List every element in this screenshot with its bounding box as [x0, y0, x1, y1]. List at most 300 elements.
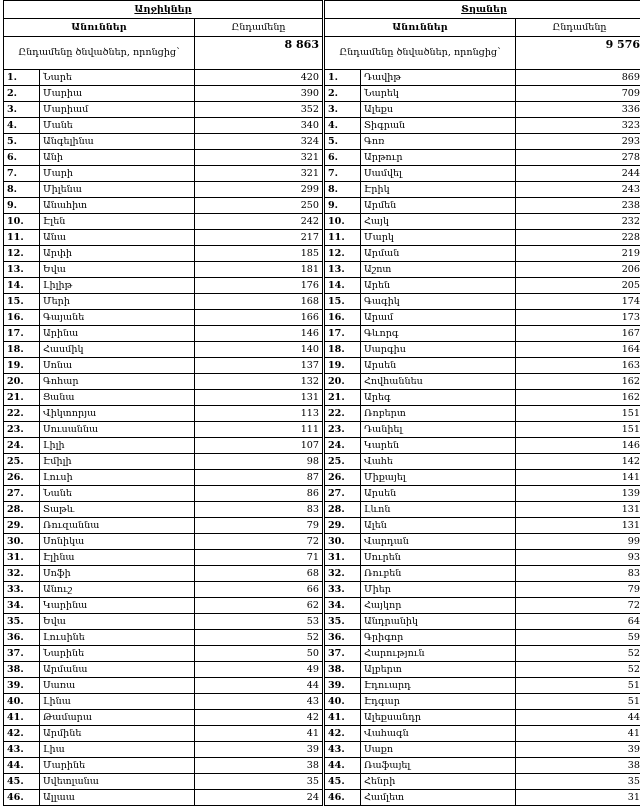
right-rank: 25. [325, 454, 361, 470]
left-count: 62 [195, 598, 323, 614]
right-count: 131 [516, 502, 640, 518]
left-count: 66 [195, 582, 323, 598]
left-name: Սառա [40, 678, 195, 694]
left-rank: 41. [4, 710, 40, 726]
right-name: Աշոտ [361, 262, 516, 278]
right-name: Դավիթ [361, 70, 516, 86]
table-row [4, 310, 640, 326]
right-rank: 30. [325, 534, 361, 550]
right-name: Մարկ [361, 230, 516, 246]
right-name: Էրիկ [361, 182, 516, 198]
left-rank: 18. [4, 342, 40, 358]
table-row [4, 726, 640, 742]
left-rank: 15. [4, 294, 40, 310]
left-name: Գոհար [40, 374, 195, 390]
left-name: Էմիլի [40, 454, 195, 470]
right-name: Անդրանիկ [361, 614, 516, 630]
right-name: Արման [361, 246, 516, 262]
right-name: Ալեքս [361, 102, 516, 118]
left-rank: 34. [4, 598, 40, 614]
right-count: 151 [516, 406, 640, 422]
right-count: 164 [516, 342, 640, 358]
right-count: 232 [516, 214, 640, 230]
table-row [4, 582, 640, 598]
left-name: Սոնա [40, 358, 195, 374]
right-rank: 40. [325, 694, 361, 710]
left-rank: 29. [4, 518, 40, 534]
right-rank: 41. [325, 710, 361, 726]
right-count: 244 [516, 166, 640, 182]
left-name: Սոնիկա [40, 534, 195, 550]
table-row [4, 262, 640, 278]
right-rank: 23. [325, 422, 361, 438]
left-count: 52 [195, 630, 323, 646]
right-rank: 5. [325, 134, 361, 150]
left-name: Լուսինե [40, 630, 195, 646]
left-rank: 43. [4, 742, 40, 758]
left-rank: 10. [4, 214, 40, 230]
table-row [4, 326, 640, 342]
left-count: 176 [195, 278, 323, 294]
right-count: 141 [516, 470, 640, 486]
left-count: 113 [195, 406, 323, 422]
left-rank: 9. [4, 198, 40, 214]
left-name: Լիլի [40, 438, 195, 454]
column-header-row [4, 19, 640, 37]
right-names-header: Անուններ [325, 19, 516, 37]
left-count: 324 [195, 134, 323, 150]
right-total-value: 9 576 [516, 37, 640, 70]
right-count: 59 [516, 630, 640, 646]
right-rank: 14. [325, 278, 361, 294]
left-name: Արմինե [40, 726, 195, 742]
left-name: Եվա [40, 262, 195, 278]
right-name: Արսեն [361, 486, 516, 502]
left-name: Ռուզաննա [40, 518, 195, 534]
right-count: 83 [516, 566, 640, 582]
left-count: 83 [195, 502, 323, 518]
left-count: 111 [195, 422, 323, 438]
left-count: 340 [195, 118, 323, 134]
right-name: Գագիկ [361, 294, 516, 310]
right-count: 167 [516, 326, 640, 342]
right-rank: 28. [325, 502, 361, 518]
right-count: 51 [516, 678, 640, 694]
right-rank: 7. [325, 166, 361, 182]
left-name: Հասմիկ [40, 342, 195, 358]
left-rank: 44. [4, 758, 40, 774]
right-count: 38 [516, 758, 640, 774]
right-rank: 4. [325, 118, 361, 134]
right-rank: 27. [325, 486, 361, 502]
left-name: Լիլիթ [40, 278, 195, 294]
right-rank: 31. [325, 550, 361, 566]
right-rank: 17. [325, 326, 361, 342]
right-count: 243 [516, 182, 640, 198]
left-rank: 42. [4, 726, 40, 742]
left-rank: 19. [4, 358, 40, 374]
right-rank: 21. [325, 390, 361, 406]
right-count: 293 [516, 134, 640, 150]
right-name: Համլետ [361, 790, 516, 806]
left-rank: 5. [4, 134, 40, 150]
section-heading-row [4, 1, 640, 19]
right-name: Էդգար [361, 694, 516, 710]
left-rank: 21. [4, 390, 40, 406]
left-rank: 8. [4, 182, 40, 198]
table-row [4, 182, 640, 198]
right-rank: 1. [325, 70, 361, 86]
left-rank: 13. [4, 262, 40, 278]
right-rank: 12. [325, 246, 361, 262]
table-row [4, 422, 640, 438]
left-rank: 12. [4, 246, 40, 262]
right-rank: 22. [325, 406, 361, 422]
left-name: Լիա [40, 742, 195, 758]
right-rank: 38. [325, 662, 361, 678]
left-count: 140 [195, 342, 323, 358]
table-row [4, 150, 640, 166]
right-name: Սամվել [361, 166, 516, 182]
right-rank: 42. [325, 726, 361, 742]
girls-section-heading: Աղջիկներ [4, 1, 323, 19]
table-row [4, 102, 640, 118]
right-count-header: Ընդամենը [516, 19, 640, 37]
left-name: Անգելինա [40, 134, 195, 150]
left-rank: 11. [4, 230, 40, 246]
table-row [4, 566, 640, 582]
right-count: 142 [516, 454, 640, 470]
table-row [4, 662, 640, 678]
left-rank: 16. [4, 310, 40, 326]
right-count: 206 [516, 262, 640, 278]
left-count: 146 [195, 326, 323, 342]
right-rank: 6. [325, 150, 361, 166]
left-rank: 4. [4, 118, 40, 134]
left-rank: 17. [4, 326, 40, 342]
left-rank: 23. [4, 422, 40, 438]
right-count: 51 [516, 694, 640, 710]
boys-section-heading: Տղաներ [325, 1, 640, 19]
right-name: Տիգրան [361, 118, 516, 134]
left-count: 132 [195, 374, 323, 390]
right-rank: 8. [325, 182, 361, 198]
right-name: Միքայել [361, 470, 516, 486]
table-row [4, 534, 640, 550]
left-count: 53 [195, 614, 323, 630]
left-count: 35 [195, 774, 323, 790]
right-count: 278 [516, 150, 640, 166]
table-row [4, 342, 640, 358]
left-rank: 26. [4, 470, 40, 486]
left-count: 107 [195, 438, 323, 454]
right-count: 41 [516, 726, 640, 742]
table-body [4, 1, 640, 806]
right-name: Ռոբերտ [361, 406, 516, 422]
left-name: Ալլաա [40, 790, 195, 806]
left-count: 68 [195, 566, 323, 582]
right-count: 228 [516, 230, 640, 246]
left-count: 352 [195, 102, 323, 118]
left-name: Մարիամ [40, 102, 195, 118]
right-rank: 24. [325, 438, 361, 454]
left-rank: 14. [4, 278, 40, 294]
left-count: 242 [195, 214, 323, 230]
right-name: Գոռ [361, 134, 516, 150]
left-name: Միլենա [40, 182, 195, 198]
left-count: 420 [195, 70, 323, 86]
left-name: Տաթև [40, 502, 195, 518]
right-count: 151 [516, 422, 640, 438]
left-count: 131 [195, 390, 323, 406]
table-row [4, 678, 640, 694]
left-count: 79 [195, 518, 323, 534]
table-row [4, 70, 640, 86]
left-rank: 28. [4, 502, 40, 518]
right-count: 162 [516, 374, 640, 390]
right-count: 238 [516, 198, 640, 214]
right-rank: 44. [325, 758, 361, 774]
right-count: 219 [516, 246, 640, 262]
left-rank: 38. [4, 662, 40, 678]
right-rank: 43. [325, 742, 361, 758]
right-name: Արսեն [361, 358, 516, 374]
table-row [4, 486, 640, 502]
left-count: 39 [195, 742, 323, 758]
left-name: Կարինա [40, 598, 195, 614]
table-row [4, 198, 640, 214]
left-count: 299 [195, 182, 323, 198]
table-row [4, 550, 640, 566]
table-row [4, 694, 640, 710]
left-count-header: Ընդամենը [195, 19, 323, 37]
left-rank: 46. [4, 790, 40, 806]
right-rank: 10. [325, 214, 361, 230]
right-rank: 36. [325, 630, 361, 646]
table-row [4, 214, 640, 230]
left-name: Անա [40, 230, 195, 246]
right-count: 163 [516, 358, 640, 374]
right-name: Էդուարդ [361, 678, 516, 694]
right-rank: 3. [325, 102, 361, 118]
right-count: 64 [516, 614, 640, 630]
left-count: 166 [195, 310, 323, 326]
left-rank: 40. [4, 694, 40, 710]
left-name: Անի [40, 150, 195, 166]
left-total-value: 8 863 [195, 37, 323, 70]
right-rank: 13. [325, 262, 361, 278]
left-name: Մարինե [40, 758, 195, 774]
right-count: 205 [516, 278, 640, 294]
left-rank: 1. [4, 70, 40, 86]
table-row [4, 358, 640, 374]
right-count: 52 [516, 662, 640, 678]
right-name: Արեգ [361, 390, 516, 406]
right-rank: 26. [325, 470, 361, 486]
right-count: 93 [516, 550, 640, 566]
left-rank: 30. [4, 534, 40, 550]
right-rank: 34. [325, 598, 361, 614]
left-name: Արինա [40, 326, 195, 342]
left-count: 137 [195, 358, 323, 374]
right-name: Վահագն [361, 726, 516, 742]
right-name: Սարգիս [361, 342, 516, 358]
left-rank: 7. [4, 166, 40, 182]
left-count: 390 [195, 86, 323, 102]
right-rank: 9. [325, 198, 361, 214]
left-rank: 35. [4, 614, 40, 630]
left-rank: 37. [4, 646, 40, 662]
right-count: 44 [516, 710, 640, 726]
table-row [4, 742, 640, 758]
table-row [4, 438, 640, 454]
left-rank: 31. [4, 550, 40, 566]
right-name: Գևորգ [361, 326, 516, 342]
left-total-label: Ընդամենը ծնվածներ, որոնցից՝ [4, 37, 195, 70]
left-rank: 2. [4, 86, 40, 102]
right-name: Արեն [361, 278, 516, 294]
right-count: 39 [516, 742, 640, 758]
left-count: 181 [195, 262, 323, 278]
left-count: 42 [195, 710, 323, 726]
table-row [4, 646, 640, 662]
left-name: Լինա [40, 694, 195, 710]
right-count: 139 [516, 486, 640, 502]
right-count: 162 [516, 390, 640, 406]
names-table [3, 0, 640, 806]
left-name: Արփի [40, 246, 195, 262]
left-count: 71 [195, 550, 323, 566]
left-count: 321 [195, 150, 323, 166]
left-name: Վիկտորյա [40, 406, 195, 422]
right-name: Վահե [361, 454, 516, 470]
right-count: 52 [516, 646, 640, 662]
right-count: 146 [516, 438, 640, 454]
left-count: 168 [195, 294, 323, 310]
left-name: Նանե [40, 486, 195, 502]
right-name: Արամ [361, 310, 516, 326]
left-count: 41 [195, 726, 323, 742]
right-count: 131 [516, 518, 640, 534]
left-rank: 33. [4, 582, 40, 598]
table-row [4, 710, 640, 726]
left-count: 72 [195, 534, 323, 550]
left-name: Ցանա [40, 390, 195, 406]
left-count: 87 [195, 470, 323, 486]
right-name: Ալեքսանդր [361, 710, 516, 726]
right-name: Հայկոր [361, 598, 516, 614]
table-row [4, 86, 640, 102]
left-count: 321 [195, 166, 323, 182]
left-name: Մարիա [40, 86, 195, 102]
right-count: 174 [516, 294, 640, 310]
table-row [4, 118, 640, 134]
left-count: 24 [195, 790, 323, 806]
right-rank: 2. [325, 86, 361, 102]
right-count: 709 [516, 86, 640, 102]
left-name: Արմանա [40, 662, 195, 678]
table-row [4, 166, 640, 182]
left-count: 50 [195, 646, 323, 662]
right-name: Հովհաննես [361, 374, 516, 390]
right-rank: 35. [325, 614, 361, 630]
table-row [4, 246, 640, 262]
total-row [4, 37, 640, 70]
right-count: 31 [516, 790, 640, 806]
left-name: Սուսաննա [40, 422, 195, 438]
left-name: Անահիտ [40, 198, 195, 214]
left-name: Սոֆի [40, 566, 195, 582]
table-row [4, 502, 640, 518]
table-row [4, 390, 640, 406]
table-row [4, 454, 640, 470]
left-names-header: Անուններ [4, 19, 195, 37]
right-name: Արմեն [361, 198, 516, 214]
right-rank: 45. [325, 774, 361, 790]
right-count: 869 [516, 70, 640, 86]
left-name: Նարինե [40, 646, 195, 662]
left-rank: 36. [4, 630, 40, 646]
table-row [4, 518, 640, 534]
right-name: Հարություն [361, 646, 516, 662]
table-row [4, 470, 640, 486]
left-name: Լուսի [40, 470, 195, 486]
table-row [4, 406, 640, 422]
right-name: Արթուր [361, 150, 516, 166]
left-name: Նարե [40, 70, 195, 86]
right-rank: 20. [325, 374, 361, 390]
left-rank: 24. [4, 438, 40, 454]
left-name: Թամարա [40, 710, 195, 726]
right-count: 99 [516, 534, 640, 550]
right-rank: 19. [325, 358, 361, 374]
table-row [4, 774, 640, 790]
right-name: Գրիգոր [361, 630, 516, 646]
left-rank: 22. [4, 406, 40, 422]
right-name: Միեր [361, 582, 516, 598]
right-name: Ալեն [361, 518, 516, 534]
left-count: 49 [195, 662, 323, 678]
right-rank: 33. [325, 582, 361, 598]
left-name: Եվա [40, 614, 195, 630]
right-count: 72 [516, 598, 640, 614]
name-statistics-document [3, 0, 637, 806]
right-name: Դանիել [361, 422, 516, 438]
right-name: Կարեն [361, 438, 516, 454]
right-count: 79 [516, 582, 640, 598]
right-rank: 16. [325, 310, 361, 326]
right-name: Ռուբեն [361, 566, 516, 582]
right-name: Լևոն [361, 502, 516, 518]
table-row [4, 614, 640, 630]
right-name: Սուրեն [361, 550, 516, 566]
right-rank: 18. [325, 342, 361, 358]
right-count: 323 [516, 118, 640, 134]
left-count: 250 [195, 198, 323, 214]
table-row [4, 598, 640, 614]
right-name: Ալբերտ [361, 662, 516, 678]
right-count: 336 [516, 102, 640, 118]
table-row [4, 790, 640, 806]
right-rank: 37. [325, 646, 361, 662]
table-row [4, 374, 640, 390]
left-count: 44 [195, 678, 323, 694]
right-name: Սաքո [361, 742, 516, 758]
right-rank: 39. [325, 678, 361, 694]
left-name: Էլինա [40, 550, 195, 566]
right-total-label: Ընդամենը ծնվածներ, որոնցից՝ [325, 37, 516, 70]
left-name: Սվետլանա [40, 774, 195, 790]
